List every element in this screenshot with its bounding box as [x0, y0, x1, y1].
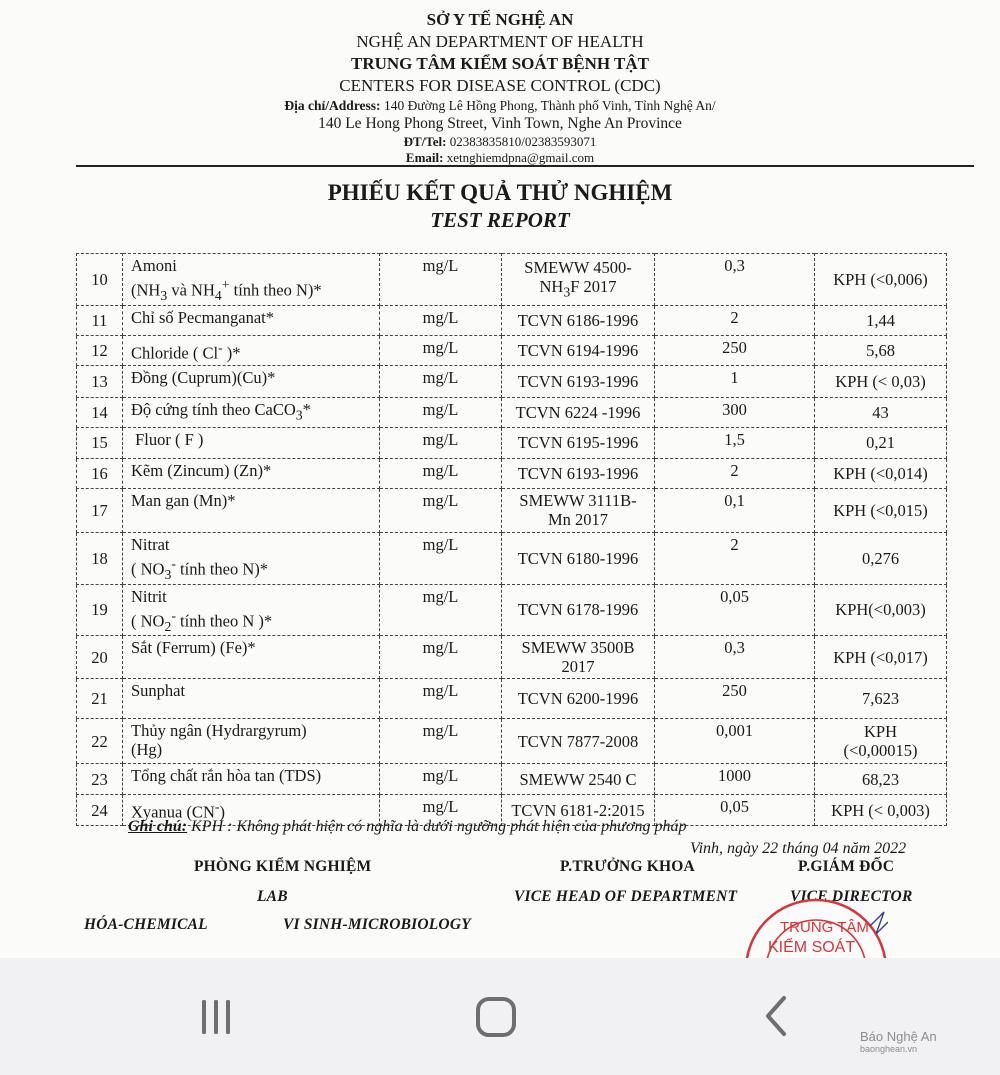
center-en: CENTERS FOR DISEASE CONTROL (CDC)	[339, 76, 661, 95]
vice-head-vi: P.TRƯỞNG KHOA	[560, 858, 695, 875]
limit-value: 1,5	[655, 427, 815, 458]
test-method: TCVN 6186-1996	[502, 305, 655, 335]
parameter-name: Chloride ( Cl- )*	[123, 335, 380, 365]
unit: mg/L	[380, 488, 502, 532]
table-row	[77, 335, 947, 365]
limit-value: 0,05	[655, 584, 815, 636]
test-method: TCVN 6195-1996	[502, 427, 655, 458]
result-value: 5,68	[815, 335, 947, 365]
limit-value: 0,1	[655, 488, 815, 532]
report-date: Vinh, ngày 22 tháng 04 năm 2022	[690, 840, 907, 857]
result-value: 0,21	[815, 427, 947, 458]
address-line	[0, 98, 1000, 114]
test-method: TCVN 6193-1996	[502, 365, 655, 397]
row-number: 18	[77, 532, 123, 584]
result-value: 7,623	[815, 679, 947, 719]
table-row	[77, 719, 947, 764]
parameter-name: Nitrit ( $NO_2^-$ tính theo N )*	[123, 584, 380, 636]
dept-vi: SỞ Y TẾ NGHỆ AN	[426, 10, 574, 29]
lab-title-vi: PHÒNG KIỂM NGHIỆM	[194, 858, 372, 875]
result-value: KPH (< 0,003)	[815, 795, 947, 826]
parameter-name: Amoni ($NH_3$ và $NH_4^+$ tính theo N)*	[123, 254, 380, 306]
parameter-name: Đồng (Cuprum)(Cu)*	[123, 365, 380, 397]
recents-icon	[176, 988, 256, 1048]
test-method: TCVN 6200-1996	[502, 679, 655, 719]
stamp-line1: TRUNG TÂM	[780, 919, 869, 936]
unit: mg/L	[380, 679, 502, 719]
address-en: 140 Le Hong Phong Street, Vinh Town, Nghe An Province	[318, 115, 682, 132]
home-icon	[456, 988, 536, 1048]
table-row	[77, 305, 947, 335]
parameter-name: Kẽm (Zincum) (Zn)*	[123, 458, 380, 488]
limit-value: 0,3	[655, 636, 815, 679]
note-label: Ghi chú:	[128, 818, 188, 835]
header-divider	[76, 165, 974, 167]
row-number: 22	[77, 719, 123, 764]
row-number: 10	[77, 254, 123, 306]
unit: mg/L	[380, 584, 502, 636]
result-value: KPH (<0,00015)	[815, 719, 947, 764]
unit: mg/L	[380, 795, 502, 826]
unit: mg/L	[380, 532, 502, 584]
row-number: 17	[77, 488, 123, 532]
parameter-name: Sắt (Ferrum) (Fe)*	[123, 636, 380, 679]
limit-value: 0,001	[655, 719, 815, 764]
parameter-name: Fluor ( F )	[123, 427, 380, 458]
table-row	[77, 764, 947, 795]
parameter-name: Tổng chất rắn hòa tan (TDS)	[123, 764, 380, 795]
dept-en: NGHỆ AN DEPARTMENT OF HEALTH	[356, 32, 644, 51]
table-row	[77, 254, 947, 306]
table-row	[77, 679, 947, 719]
limit-value: 250	[655, 335, 815, 365]
vice-director-vi: P.GIÁM ĐỐC	[798, 858, 895, 875]
unit: mg/L	[380, 365, 502, 397]
row-number: 14	[77, 397, 123, 427]
note-text: KPH : Không phát hiện có nghĩa là dưới ngưỡng phát hiện của phương pháp	[187, 818, 687, 835]
test-method: TCVN 7877-2008	[502, 719, 655, 764]
results-table	[76, 253, 947, 826]
result-value: KPH (<0,014)	[815, 458, 947, 488]
result-value: 68,23	[815, 764, 947, 795]
parameter-name: Thủy ngân (Hydrargyrum) (Hg)	[123, 719, 380, 764]
row-number: 20	[77, 636, 123, 679]
test-method: SMEWW 3500B 2017	[502, 636, 655, 679]
limit-value: 2	[655, 305, 815, 335]
limit-value: 250	[655, 679, 815, 719]
limit-value: 0,05	[655, 795, 815, 826]
lab-title-en: LAB	[257, 888, 288, 905]
unit: mg/L	[380, 305, 502, 335]
microbiology-label: VI SINH-MICROBIOLOGY	[283, 916, 471, 933]
watermark	[860, 1030, 937, 1056]
result-value: KPH(<0,003)	[815, 584, 947, 636]
back-icon	[738, 988, 818, 1048]
limit-value: 2	[655, 458, 815, 488]
row-number: 16	[77, 458, 123, 488]
test-method: TCVN 6193-1996	[502, 458, 655, 488]
email-value: xetnghiemdpna@gmail.com	[443, 150, 595, 165]
row-number: 13	[77, 365, 123, 397]
row-number: 15	[77, 427, 123, 458]
table-row	[77, 458, 947, 488]
parameter-name: Độ cứng tính theo CaCO$_3$*	[123, 397, 380, 427]
parameter-name: Chỉ số Pecmanganat*	[123, 305, 380, 335]
result-value: 0,276	[815, 532, 947, 584]
unit: mg/L	[380, 458, 502, 488]
stamp-line2: KIỂM SOÁT	[768, 939, 856, 956]
tel-value: 02383835810/02383593071	[446, 134, 597, 149]
table-row	[77, 488, 947, 532]
back-button[interactable]	[738, 988, 818, 1048]
result-value: 43	[815, 397, 947, 427]
test-method: TCVN 6181-2:2015	[502, 795, 655, 826]
address-label: Địa chỉ/Address:	[284, 98, 381, 113]
limit-value: 0,3	[655, 254, 815, 306]
vice-head-en: VICE HEAD OF DEPARTMENT	[514, 888, 738, 905]
table-row	[77, 584, 947, 636]
limit-value: 2	[655, 532, 815, 584]
test-method: TCVN 6180-1996	[502, 532, 655, 584]
result-value: KPH (< 0,03)	[815, 365, 947, 397]
email-line	[0, 150, 1000, 166]
unit: mg/L	[380, 254, 502, 306]
limit-value: 300	[655, 397, 815, 427]
watermark-brand: Báo Nghệ An	[860, 1029, 937, 1044]
watermark-site: baonghean.vn	[860, 1044, 918, 1054]
unit: mg/L	[380, 335, 502, 365]
limit-value: 1000	[655, 764, 815, 795]
row-number: 11	[77, 305, 123, 335]
row-number: 24	[77, 795, 123, 826]
parameter-name: Nitrat ( $NO_3^-$ tính theo N)*	[123, 532, 380, 584]
parameter-name: Man gan (Mn)*	[123, 488, 380, 532]
unit: mg/L	[380, 636, 502, 679]
test-method: TCVN 6178-1996	[502, 584, 655, 636]
chemical-label: HÓA-CHEMICAL	[84, 916, 208, 933]
test-method: TCVN 6224 -1996	[502, 397, 655, 427]
tel-line	[0, 134, 1000, 150]
vice-director-en: VICE DIRECTOR	[790, 888, 913, 905]
unit: mg/L	[380, 719, 502, 764]
address-vi: 140 Đường Lê Hồng Phong, Thành phố Vinh, Tỉnh Nghệ An/	[380, 98, 716, 113]
test-method: TCVN 6194-1996	[502, 335, 655, 365]
table-row	[77, 636, 947, 679]
limit-value: 1	[655, 365, 815, 397]
android-navigation-bar	[0, 958, 1000, 1075]
email-label: Email:	[405, 150, 444, 165]
parameter-name: Sunphat	[123, 679, 380, 719]
table-row	[77, 365, 947, 397]
row-number: 19	[77, 584, 123, 636]
result-value: 1,44	[815, 305, 947, 335]
row-number: 23	[77, 764, 123, 795]
footnote	[128, 818, 686, 836]
official-stamp	[738, 888, 888, 958]
table-row	[77, 397, 947, 427]
test-method: SMEWW 2540 C	[502, 764, 655, 795]
table-row	[77, 427, 947, 458]
unit: mg/L	[380, 764, 502, 795]
tel-label: ĐT/Tel:	[403, 134, 447, 149]
row-number: 12	[77, 335, 123, 365]
center-vi: TRUNG TÂM KIỂM SOÁT BỆNH TẬT	[350, 54, 650, 73]
table-row	[77, 532, 947, 584]
result-value: KPH (<0,017)	[815, 636, 947, 679]
result-value: KPH (<0,015)	[815, 488, 947, 532]
parameter-name: Xyanua (CN-)	[123, 795, 380, 826]
recents-button[interactable]	[176, 988, 256, 1048]
unit: mg/L	[380, 397, 502, 427]
home-button[interactable]	[456, 988, 536, 1048]
unit: mg/L	[380, 427, 502, 458]
report-title-en: TEST REPORT	[430, 208, 570, 232]
test-method: SMEWW 4500- $NH_3F$ 2017	[502, 254, 655, 306]
test-method: SMEWW 3111B- Mn 2017	[502, 488, 655, 532]
result-value: KPH (<0,006)	[815, 254, 947, 306]
report-title-vi: PHIẾU KẾT QUẢ THỬ NGHIỆM	[327, 180, 673, 205]
row-number: 21	[77, 679, 123, 719]
